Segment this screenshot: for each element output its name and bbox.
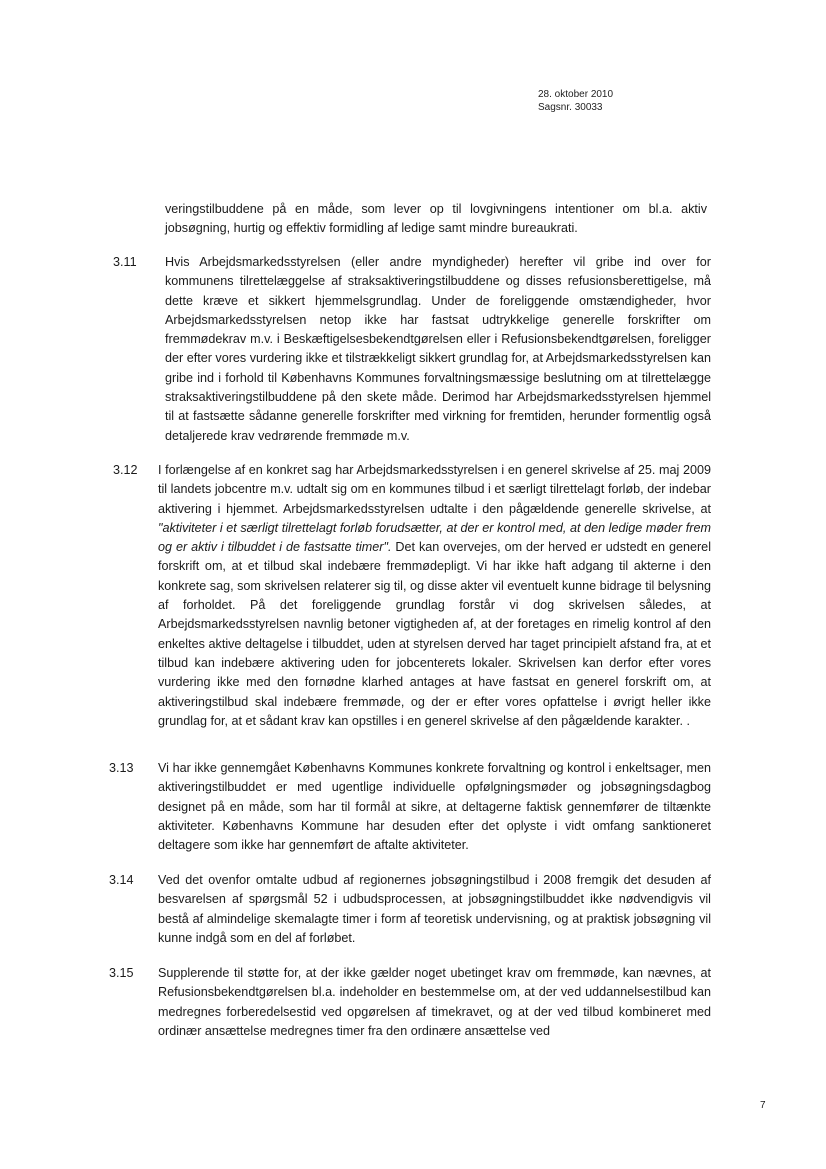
section-number: 3.11 bbox=[113, 255, 137, 269]
quoted-statement: "aktiviteter i et særligt tilrettelagt forløb forudsætter, at der er kontrol med, at den ledige møder frem og er aktiv i tilbuddet i de fastsatte timer". bbox=[158, 520, 711, 555]
section-text: Vi har ikke gennemgået Københavns Kommunes konkrete forvaltning og kontrol i enkeltsager, men aktiveringstilbuddet er med ugentlige individuelle opfølgningsmøder og jobsøgningsdagbog designet på en måde, som har til formål at sikre, at deltagerne faktisk gennemfører de tiltænkte aktiviteter. Københavns Kommune har desuden efter det oplyste i vidt omfang sanktioneret deltagere som ikke har gennemført de aftalte aktiviteter. bbox=[158, 761, 711, 853]
document-header bbox=[538, 88, 613, 114]
section-text-after-quote: Det kan overvejes, om der herved er udstedt en generel forskrift om, at et tilbud skal indebære fremmødepligt. Vi har ikke haft adgang til akterne i den konkrete sag, som skrivelsen relaterer sig til, og disse akter vil eventuelt kunne bidrage til belysning af forholdet. På det foreliggende grundlag forstår vi dog skrivelsen således, at Arbejdsmarkedsstyrelsen navnlig betoner vigtigheden af, at der foretages en rimelig kontrol af den enkeltes aktive deltagelse i tilbuddet, uden at styrelsen derved har taget principielt afstand fra, at et tilbud kan indebære aktivering uden for jobcenterets lokaler. Skrivelsen kan derfor efter vores vurdering ikke med den fornødne klarhed antages at have fastsat en generel forskrift om, at aktiveringstilbud skal indebære fremmøde, og der er efter vores opfattelse i øvrigt heller ikke grundlag for, at et sådant krav kan opstilles i en generel skrivelse af den pågældende karakter. . bbox=[158, 540, 711, 728]
section-text: Ved det ovenfor omtalte udbud af regionernes jobsøgningstilbud i 2008 fremgik det desuden af besvarelsen af spørgsmål 52 i udbudsprocessen, at jobsøgningstilbuddet ikke nødvendigvis vil bestå af almindelige skemalagte timer i form af teoretisk undervisning, og at praktisk jobsøgning vil kunne indgå som en del af forløbet. bbox=[158, 873, 711, 945]
section-text: Supplerende til støtte for, at der ikke gælder noget ubetinget krav om fremmøde, kan nævnes, at Refusionsbekendtgørelsen bl.a. indeholder en bestemmelse om, at der ved uddannelsestilbud kan medregnes forberedelsestid ved opgørelsen af timekravet, og at der ved tilbud kombineret med ordinær ansættelse medregnes timer fra den ordinære ansættelse ved bbox=[158, 966, 711, 1038]
section-text-before-quote: I forlængelse af en konkret sag har Arbejdsmarkedsstyrelsen i en generel skrivelse af 25. maj 2009 til landets jobcentre m.v. udtalt sig om en kommunes tilbud i et særligt tilrettelagt forløb, der indebar aktivering i hjemmet. Arbejdsmarkedsstyrelsen udtalte i den pågældende generelle skrivelse, at bbox=[158, 463, 711, 516]
section-number: 3.13 bbox=[109, 761, 134, 775]
section-number: 3.14 bbox=[109, 873, 134, 887]
section-text: Hvis Arbejdsmarkedsstyrelsen (eller andre myndigheder) herefter vil gribe ind over for kommunens tilrettelæggelse af straksaktiveringstilbuddene og disses refusionsberettigelse, må dette kræve et sikkert hjemmelsgrundlag. Under de foreliggende omstændigheder, hvor Arbejdsmarkedsstyrelsen netop ikke har fastsat udtrykkelige generelle forskrifter om fremmødekrav m.v. i Beskæftigelsesbekendtgørelsen eller i Refusionsbekendtgørelsen, foreligger der efter vores vurdering ikke et tilstrækkeligt sikkert grundlag for, at Arbejdsmarkedsstyrelsen kan gribe ind i forhold til Københavns Kommunes forvaltningsmæssige beslutning om at tilrettelægge straksaktiveringstilbuddene på den skete måde. Derimod har Arbejdsmarkedsstyrelsen hjemmel til at fastsætte sådanne generelle forskrifter med virkning for fremtiden, herunder formentlig også detaljerede krav vedrørende fremmøde m.v. bbox=[165, 255, 711, 443]
header-date: 28. oktober 2010 bbox=[538, 89, 614, 100]
header-case-number: Sagsnr. 30033 bbox=[538, 102, 603, 113]
intro-paragraph: veringstilbuddene på en måde, som lever op til lovgivningens intentioner om bl.a. aktiv jobsøgning, hurtig og effektiv formidling af ledige samt mindre bureaukrati. bbox=[165, 202, 707, 236]
page-number: 7 bbox=[760, 1100, 766, 1111]
section-number: 3.15 bbox=[109, 966, 134, 980]
section-number: 3.12 bbox=[113, 463, 138, 477]
section-text bbox=[158, 461, 711, 731]
